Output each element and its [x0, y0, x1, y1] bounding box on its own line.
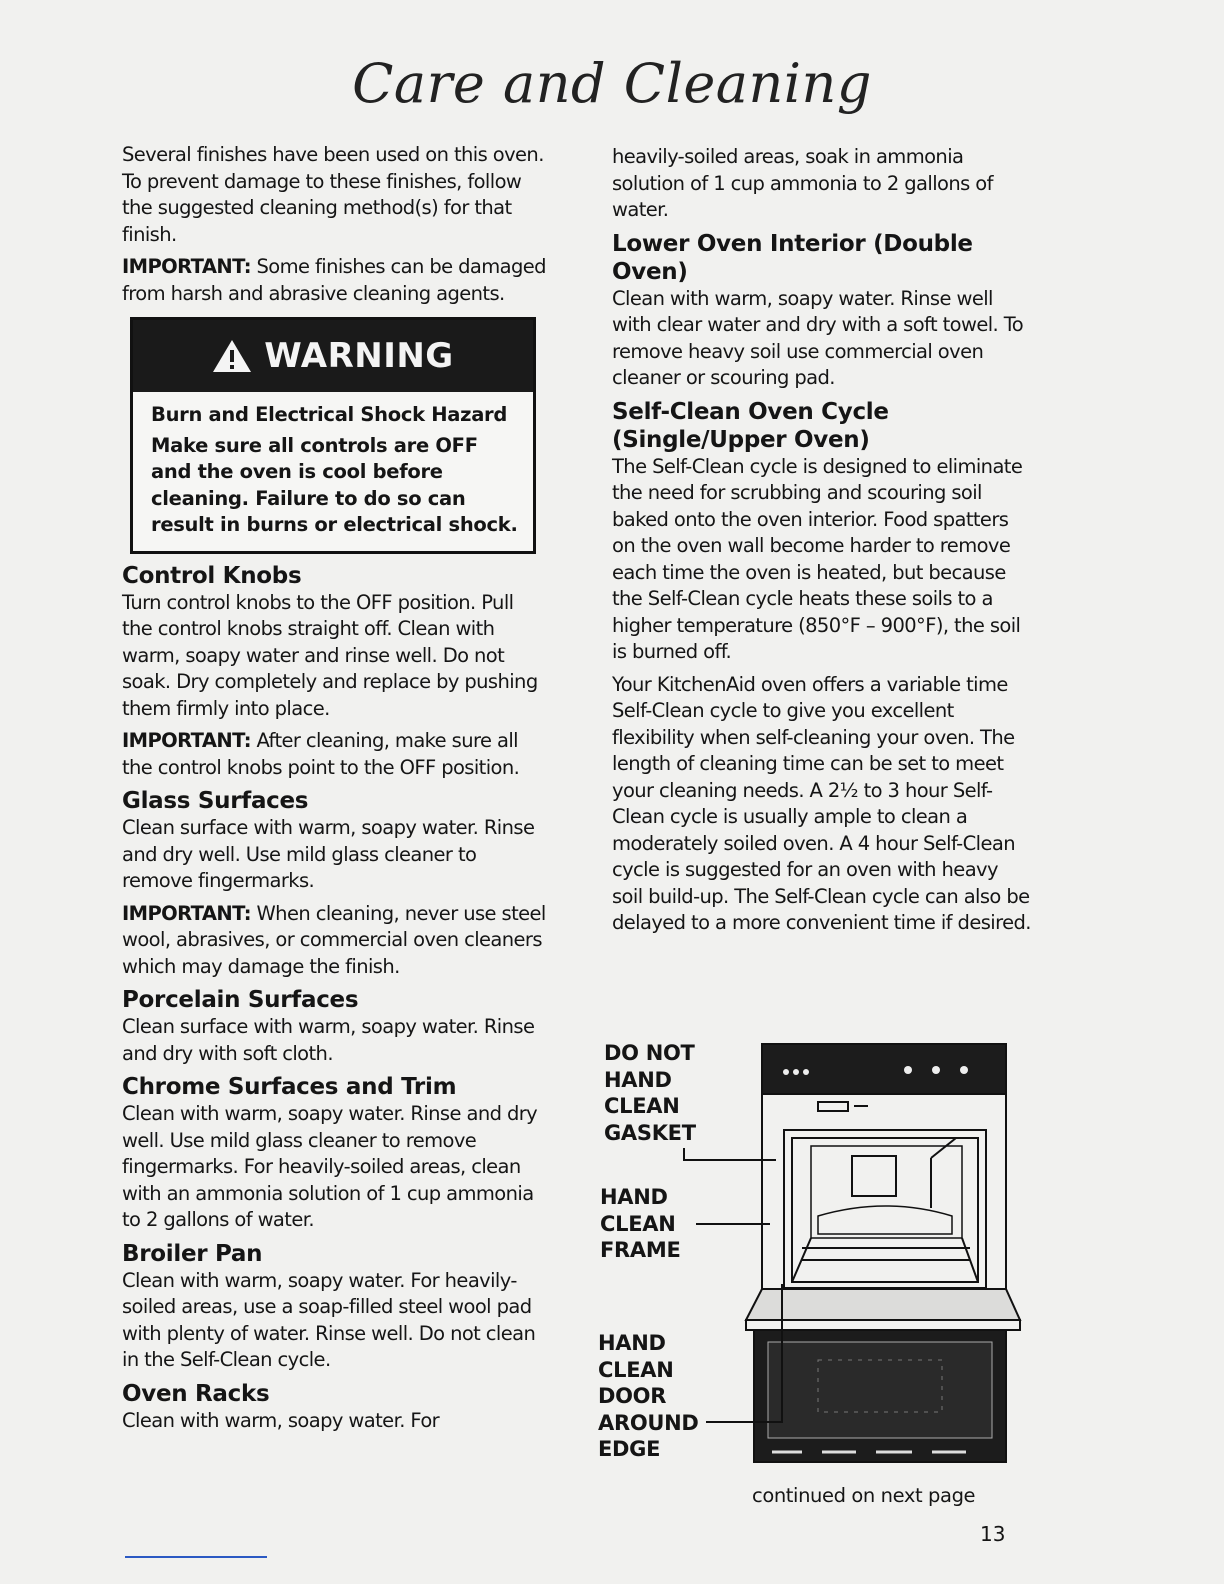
important-label: IMPORTANT:	[122, 255, 251, 278]
broiler-pan-text: Clean with warm, soapy water. For heavily-soiled areas, use a soap-filled steel wool pad with plenty of water. Rinse well. Do not clean in the Self-Clean cycle.	[122, 1268, 536, 1371]
lower-oven-heading: Lower Oven Interior (Double Oven)	[612, 230, 973, 285]
self-clean-heading: Self-Clean Oven Cycle (Single/Upper Oven)	[612, 398, 889, 453]
warning-heading: WARNING	[264, 335, 454, 376]
self-clean-text-2: Your KitchenAid oven offers a variable time Self-Clean cycle to give you excellent flexibility when self-cleaning your oven. The length of cleaning time can be set to meet your cleaning needs. A 2½ to 3 hour Self-Clean cycle is usually ample to clean a moderately soiled oven. A 4 hour Self-Clean cycle is suggested for an oven with heavy soil build-up. The Self-Clean cycle can also be delayed to a more convenient time if desired.	[612, 672, 1031, 934]
porcelain-surfaces-heading: Porcelain Surfaces	[122, 987, 359, 1013]
chrome-surfaces-text: Clean with warm, soapy water. Rinse and dry well. Use mild glass cleaner to remove fingermarks. For heavily-soiled areas, clean with an ammonia solution of 1 cup ammonia to 2 gallons of water.	[122, 1102, 538, 1231]
oven-racks-text: Clean with warm, soapy water. For	[122, 1408, 440, 1432]
warning-triangle-icon	[212, 339, 252, 373]
label-gasket: DO NOT HAND CLEAN GASKET	[604, 1041, 696, 1145]
porcelain-surfaces-text: Clean surface with warm, soapy water. Rinse and dry with soft cloth.	[122, 1015, 535, 1065]
warning-text: Make sure all controls are OFF and the oven is cool before cleaning. Failure to do so can result in burns or electrical shock.	[151, 433, 518, 536]
broiler-pan-heading: Broiler Pan	[122, 1240, 263, 1267]
control-knobs-text: Turn control knobs to the OFF position. Pull the control knobs straight off. Clean with warm, soapy water and rinse well. Do not soak. Dry completely and replace by pushing them firmly into place.	[122, 590, 538, 720]
important-label: IMPORTANT:	[122, 901, 251, 925]
chrome-surfaces-heading: Chrome Surfaces and Trim	[122, 1074, 457, 1100]
label-frame: HAND CLEAN FRAME	[600, 1185, 681, 1262]
page-title: Care and Cleaning	[352, 52, 872, 115]
page-number: 13	[980, 1522, 1006, 1546]
important-note	[122, 254, 547, 307]
glass-surfaces-text: Clean surface with warm, soapy water. Rinse and dry well. Use mild glass cleaner to remove fingermarks.	[122, 816, 535, 892]
lower-oven-text: Clean with warm, soapy water. Rinse well with clear water and dry with a soft towel. To remove heavy soil use commercial oven cleaner or scouring pad.	[612, 286, 1024, 389]
warning-header	[133, 320, 533, 392]
oven-racks-continued: heavily-soiled areas, soak in ammonia solution of 1 cup ammonia to 2 gallons of water.	[612, 145, 993, 221]
self-clean-text-1: The Self-Clean cycle is designed to eliminate the need for scrubbing and scouring soil baked onto the oven interior. Food spatters on the oven wall become harder to remove each time the oven is heated, but because the Self-Clean cycle heats these soils to a higher temperature (850°F – 900°F), the soil is burned off.	[612, 454, 1023, 663]
intro-paragraph: Several finishes have been used on this oven. To prevent damage to these finishes, follow the suggested cleaning method(s) for that finish.	[122, 143, 544, 246]
left-column	[122, 142, 547, 1440]
important-text: After cleaning, make sure all the control knobs point to the OFF position.	[122, 729, 520, 779]
footer-rule	[125, 1556, 267, 1558]
warning-body	[133, 392, 533, 551]
important-label: IMPORTANT:	[122, 729, 251, 752]
glass-surfaces-important	[122, 901, 547, 981]
control-knobs-important	[122, 728, 547, 781]
important-text: Some finishes can be damaged from harsh and abrasive cleaning agents.	[122, 255, 546, 305]
glass-surfaces-heading: Glass Surfaces	[122, 788, 309, 814]
oven-diagram	[596, 1038, 1036, 1478]
warning-hazard: Burn and Electrical Shock Hazard	[151, 403, 508, 426]
label-door: HAND CLEAN DOOR AROUND EDGE	[598, 1331, 699, 1461]
important-text: When cleaning, never use steel wool, abrasives, or commercial oven cleaners which may damage the finish.	[122, 901, 546, 978]
control-knobs-heading: Control Knobs	[122, 562, 302, 589]
warning-box	[130, 317, 536, 554]
right-column	[612, 144, 1032, 943]
continued-note: continued on next page	[752, 1484, 976, 1507]
oven-racks-heading: Oven Racks	[122, 1380, 270, 1407]
oven-illustration	[596, 1038, 1036, 1478]
